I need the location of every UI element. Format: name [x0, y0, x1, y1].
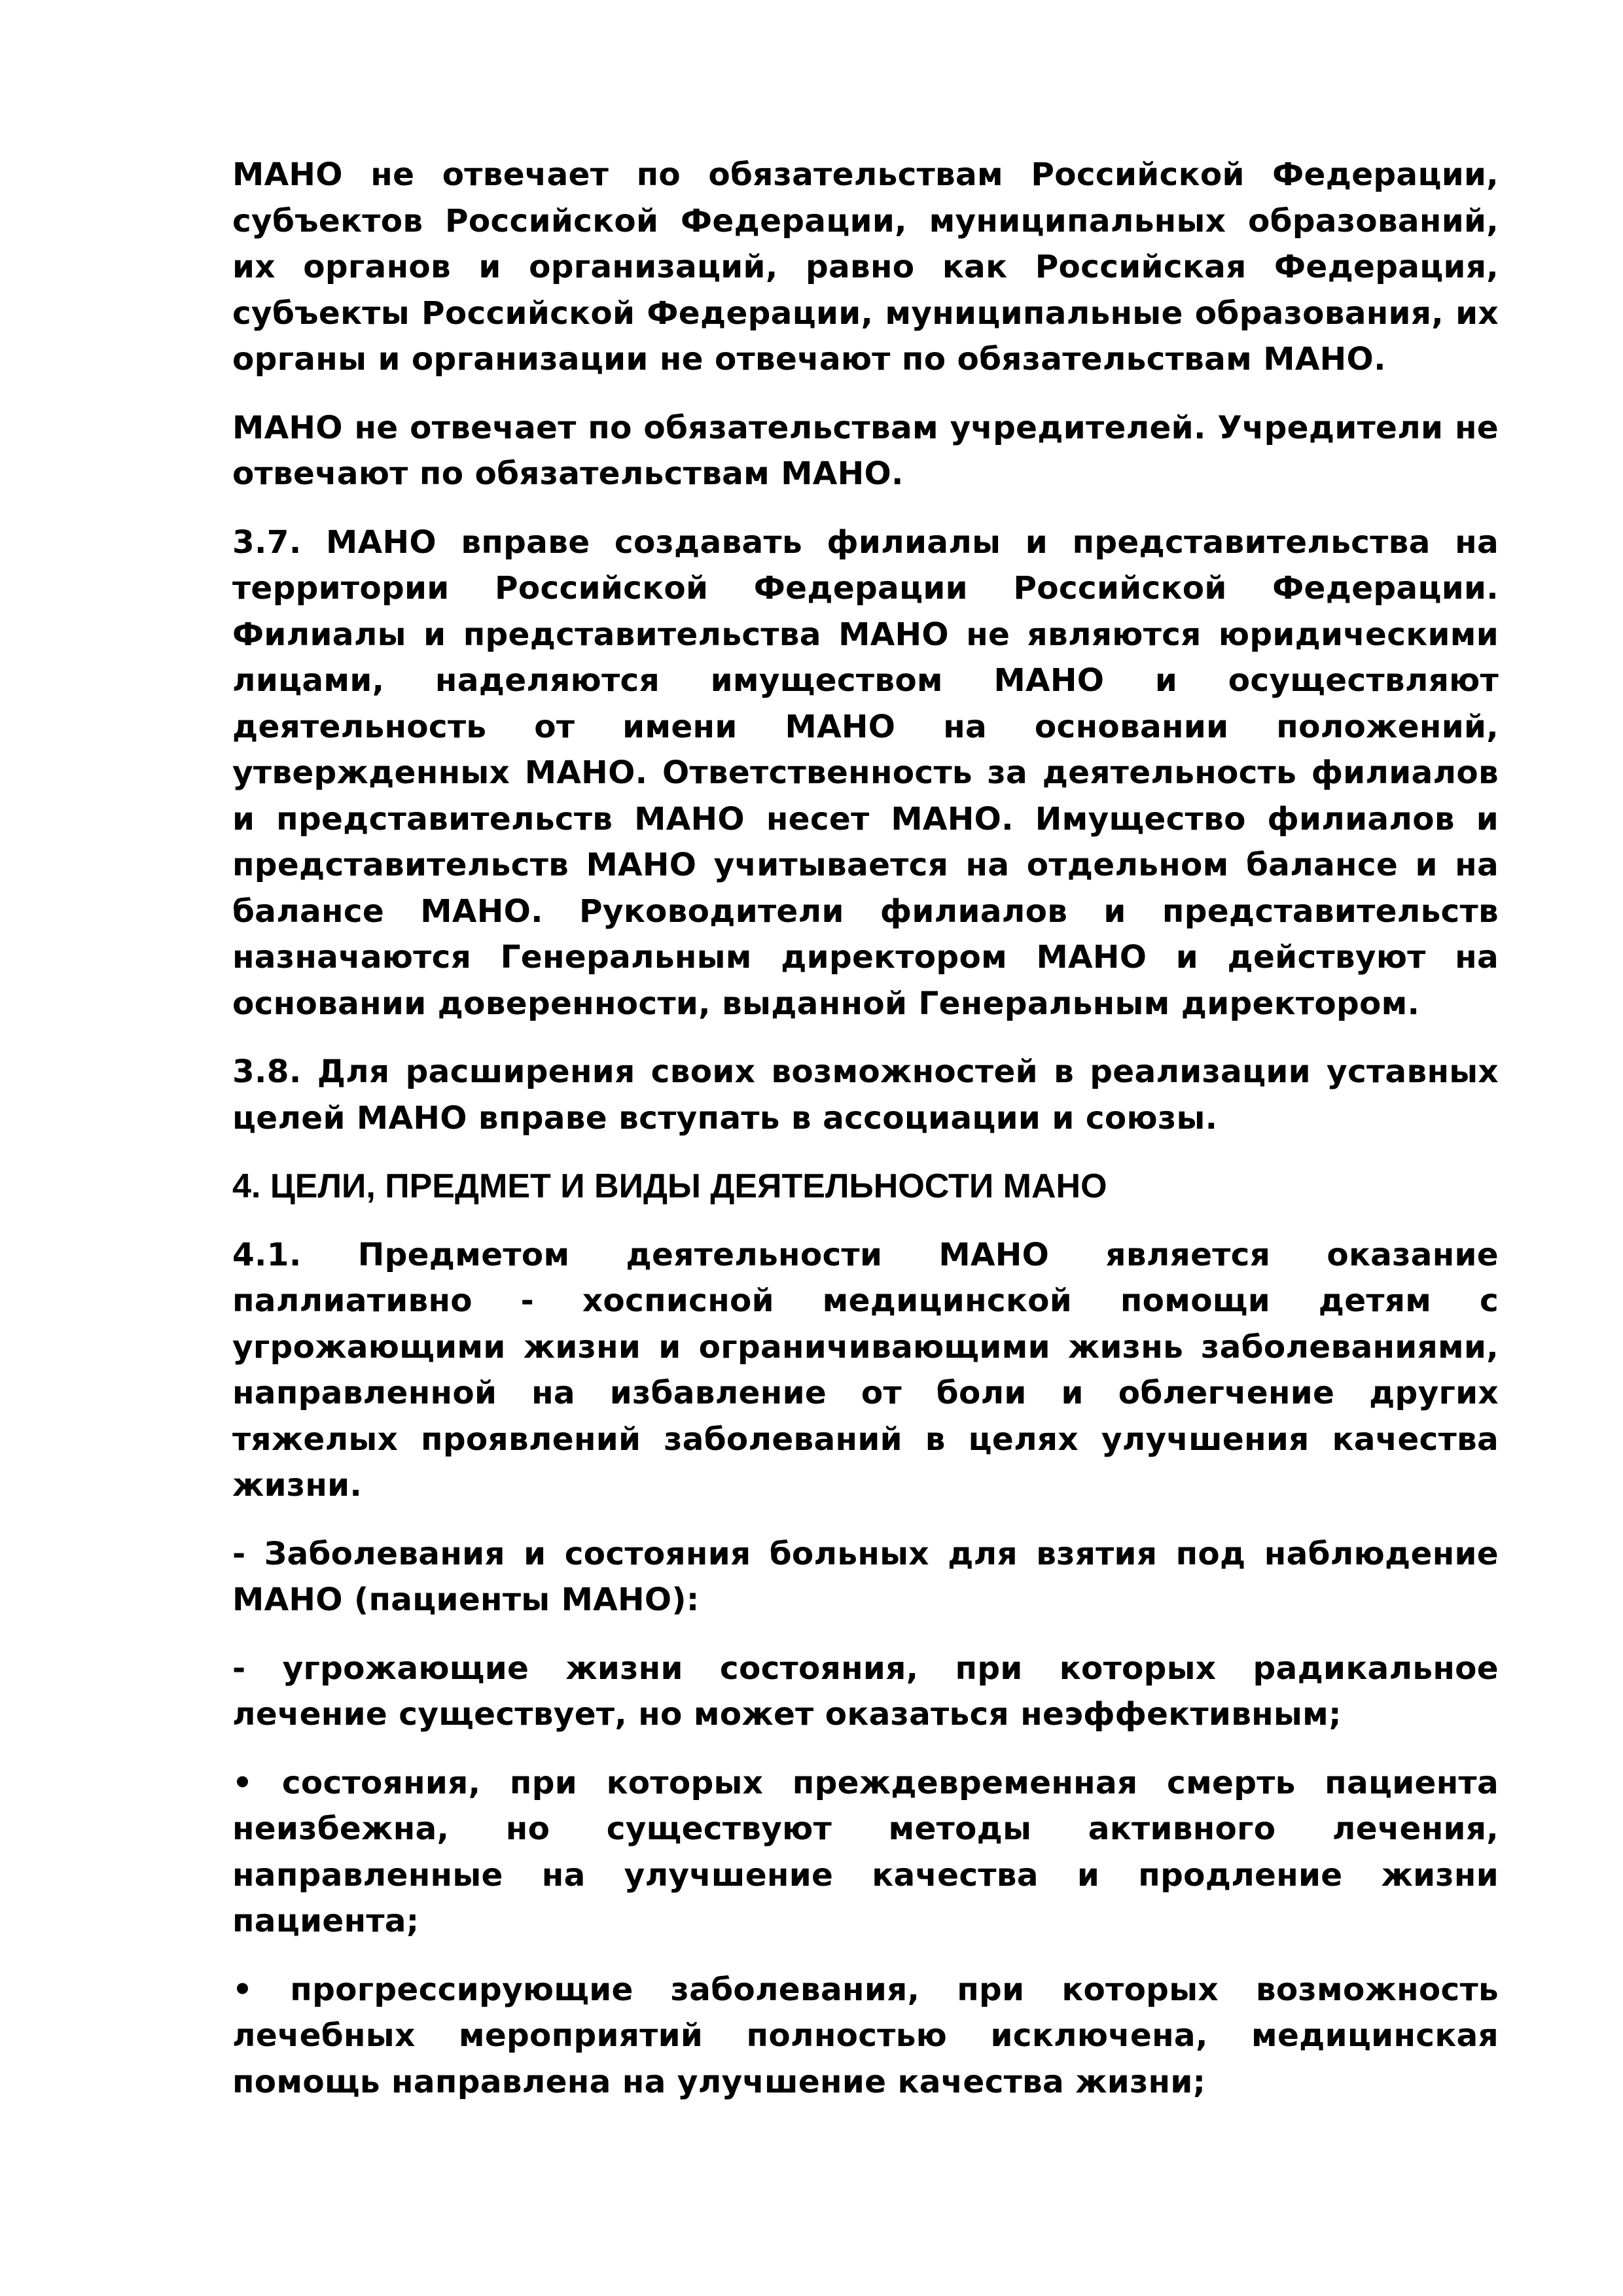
paragraph-liability-state: МАНО не отвечает по обязательствам Российской Федерации, субъектов Российской Федерации, муниципальных образований, их органов и организаций, равно как Российская Федерация, субъекты Российской Федерации, муниципальные образования, их органы и организации не отвечают по обязательствам МАНО.: [232, 156, 1499, 378]
list-item-progressive-diseases: • прогрессирующие заболевания, при которых возможность лечебных мероприятий полностью исключена, медицинская помощь направлена на улучшение качества жизни;: [232, 1971, 1499, 2100]
paragraph-liability-founders: МАНО не отвечает по обязательствам учредителей. Учредители не отвечают по обязательствам МАНО.: [232, 409, 1499, 492]
list-item-premature-death: • состояния, при которых преждевременная смерть пациента неизбежна, но существуют методы активного лечения, направленные на улучшение качества и продление жизни пациента;: [232, 1764, 1499, 1939]
paragraph-diseases-intro: - Заболевания и состояния больных для взятия под наблюдение МАНО (пациенты МАНО):: [232, 1535, 1499, 1618]
section-heading-4: 4. ЦЕЛИ, ПРЕДМЕТ И ВИДЫ ДЕЯТЕЛЬНОСТИ МАНО: [232, 1167, 1107, 1205]
paragraph-3-7-branches: 3.7. МАНО вправе создавать филиалы и представительства на территории Российской Федерации Российской Федерации. Филиалы и представительства МАНО не являются юридическими лицами, наделяются имуществом МАНО и осуществляют деятельность от имени МАНО на основании положений, утвержденных МАНО. Ответственность за деятельность филиалов и представительств МАНО несет МАНО. Имущество филиалов и представительств МАНО учитывается на отдельном балансе и на балансе МАНО. Руководители филиалов и представительств назначаются Генеральным директором МАНО и действуют на основании доверенности, выданной Генеральным директором.: [232, 523, 1499, 1022]
paragraph-4-1-subject: 4.1. Предметом деятельности МАНО является оказание паллиативно - хосписной медицинской помощи детям с угрожающими жизни и ограничивающими жизнь заболеваниями, направленной на избавление от боли и облегчение других тяжелых проявлений заболеваний в целях улучшения качества жизни.: [232, 1236, 1499, 1504]
document-page: [232, 152, 1499, 2127]
paragraph-3-8-associations: 3.8. Для расширения своих возможностей в реализации уставных целей МАНО вправе вступать в ассоциации и союзы.: [232, 1053, 1499, 1137]
list-item-life-threatening: - угрожающие жизни состояния, при которых радикальное лечение существует, но может оказаться неэффективным;: [232, 1650, 1499, 1733]
